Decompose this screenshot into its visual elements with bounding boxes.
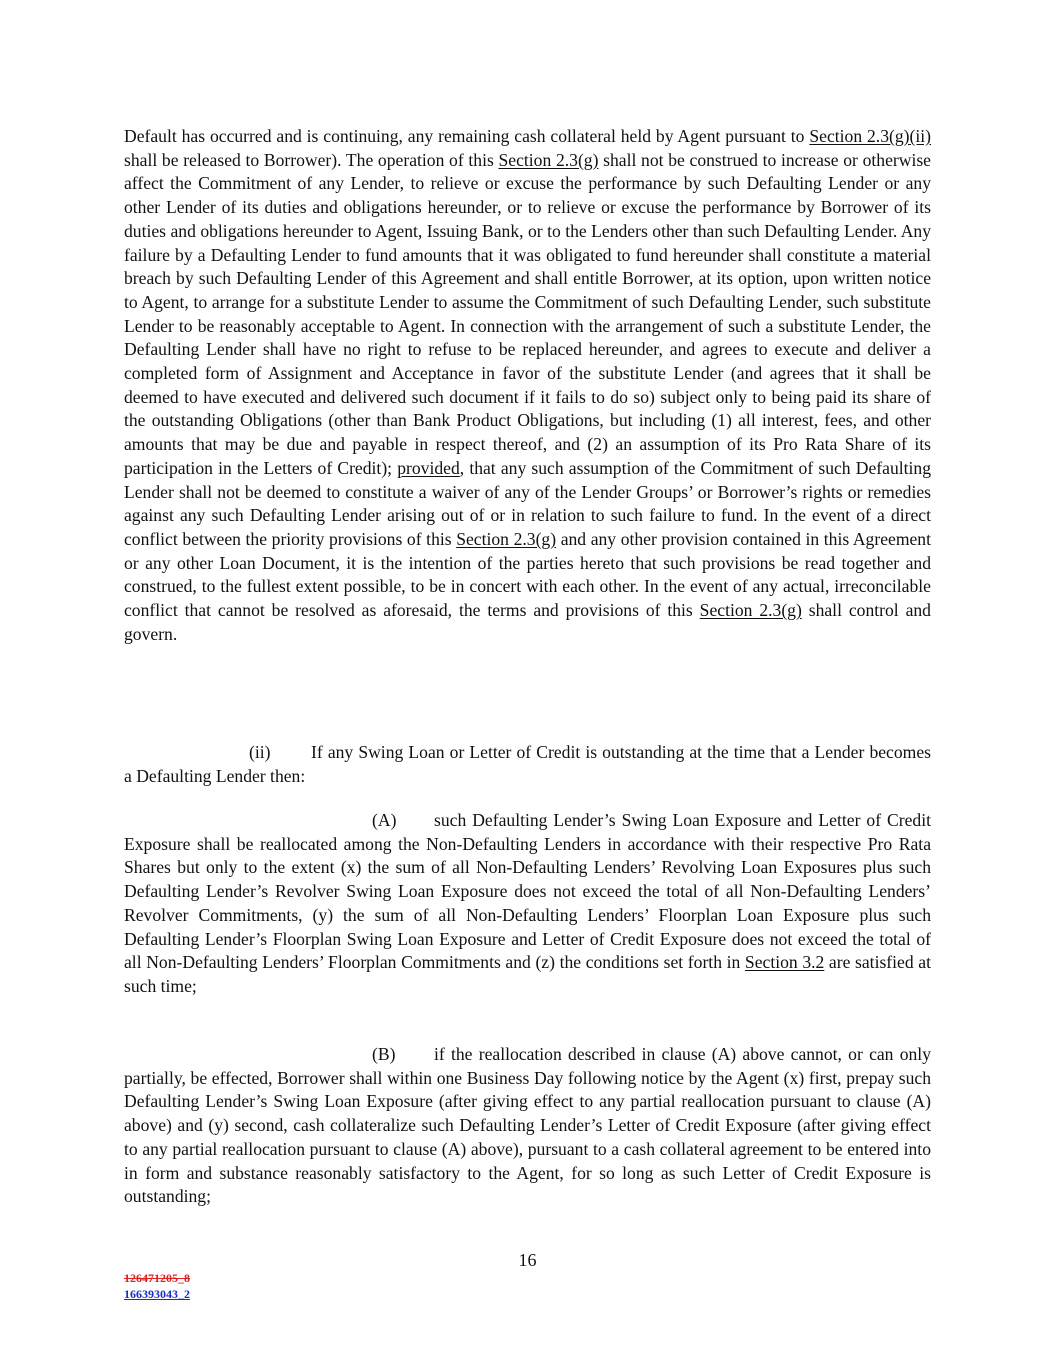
deleted-document-id: 126471205_8 xyxy=(124,1271,190,1285)
text-run: shall not be construed to increase or otherwise affect the Commitment of any Lender, to relieve or excuse the performance by such Defaulting Lender or any other Lender of its duties and obligations hereunder, or to relieve or excuse the performance by Borrower of its duties and obligations hereunder to Agent, Issuing Bank, or to the Lenders other than such Defaulting Lender. Any failure by a Defaulting Lender to fund amounts that it was obligated to fund hereunder shall constitute a material breach by such Defaulting Lender of this Agreement and shall entitle Borrower, at its option, upon written notice to Agent, to arrange for a substitute Lender to assume the Commitment of such Defaulting Lender, such substitute Lender to be reasonably acceptable to Agent. In connection with the arrangement of such a substitute Lender, the Defaulting Lender shall have no right to refuse to be replaced hereunder, and agrees to execute and deliver a completed form of Assignment and Acceptance in favor of the substitute Lender (and agrees that it shall be deemed to have executed and delivered such document if it fails to do so) subject only to being paid its share of the outstanding Obligations (other than Bank Product Obligations, but including (1) all interest, fees, and other amounts that may be due and payable in respect thereof, and (2) an assumption of its Pro Rata Share of its participation in the Letters of Credit); xyxy=(124,149,931,478)
paragraph-continuation xyxy=(124,125,931,646)
text-run: , that any such assumption of the Commitment of such Defaulting Lender shall not be deemed to constitute a waiver of any of the Lender Groups’ or Borrower’s rights or remedies against any such Defaulting Lender arising out of or in relation to such failure to fund. In the event of a direct conflict between the priority provisions of this xyxy=(124,457,931,549)
text-run: If any Swing Loan or Letter of Credit is outstanding at the time that a Lender becomes a Defaulting Lender then: xyxy=(124,742,931,786)
clause-marker: (ii) xyxy=(249,742,271,762)
text-run: are satisfied at such time; xyxy=(124,952,931,996)
text-run: shall control and govern. xyxy=(124,600,931,644)
text-run: shall be released to Borrower). The operation of this xyxy=(124,149,499,170)
text-run: if the reallocation described in clause (A) above cannot, or can only partially, be effected, Borrower shall within one Business Day following notice by the Agent (x) first, prepay such Defaulting Lender’s Swing Loan Exposure (after giving effect to any partial reallocation pursuant to clause (A) above) and (y) second, cash collateralize such Defaulting Lender’s Letter of Credit Exposure (after giving effect to any partial reallocation pursuant to clause (A) above), pursuant to a cash collateral agreement to be entered into in form and substance reasonably satisfactory to the Agent, for so long as such Letter of Credit Exposure is outstanding; xyxy=(124,1044,931,1207)
inserted-document-id: 166393043_2 xyxy=(124,1287,190,1301)
text-run: and any other provision contained in this Agreement or any other Loan Document, it is the intention of the parties hereto that such provisions be read together and construed, to the fullest extent possible, to be in concert with each other. In the event of any actual, irreconcilable conflict that cannot be resolved as aforesaid, the terms and provisions of this xyxy=(124,528,931,621)
section-reference: Section 2.3(g) xyxy=(456,528,557,549)
section-reference: Section 2.3(g) xyxy=(699,600,802,621)
clause-marker: (A) xyxy=(372,810,397,830)
clause-marker: (B) xyxy=(372,1044,396,1064)
clause-a xyxy=(124,809,931,999)
clause-ii xyxy=(124,741,931,788)
section-reference: Section 2.3(g) xyxy=(498,149,599,170)
text-run: Default has occurred and is continuing, any remaining cash collateral held by Agent pursuant to xyxy=(124,126,810,146)
clause-b xyxy=(124,1043,931,1209)
page-number: 16 xyxy=(518,1250,537,1270)
section-reference: Section 3.2 xyxy=(744,952,825,973)
provided-term: provided xyxy=(397,457,460,478)
section-reference: Section 2.3(g)(ii) xyxy=(809,126,931,146)
text-run: such Defaulting Lender’s Swing Loan Exposure and Letter of Credit Exposure shall be reallocated among the Non-Defaulting Lenders in accordance with their respective Pro Rata Shares but only to the extent (x) the sum of all Non-Defaulting Lenders’ Revolving Loan Exposures plus such Defaulting Lender’s Revolver Swing Loan Exposure does not exceed the total of all Non-Defaulting Lenders’ Revolver Commitments, (y) the sum of all Non-Defaulting Lenders’ Floorplan Loan Exposure plus such Defaulting Lender’s Floorplan Swing Loan Exposure and Letter of Credit Exposure does not exceed the total of all Non-Defaulting Lenders’ Floorplan Commitments and (z) the conditions set forth in xyxy=(124,810,931,973)
